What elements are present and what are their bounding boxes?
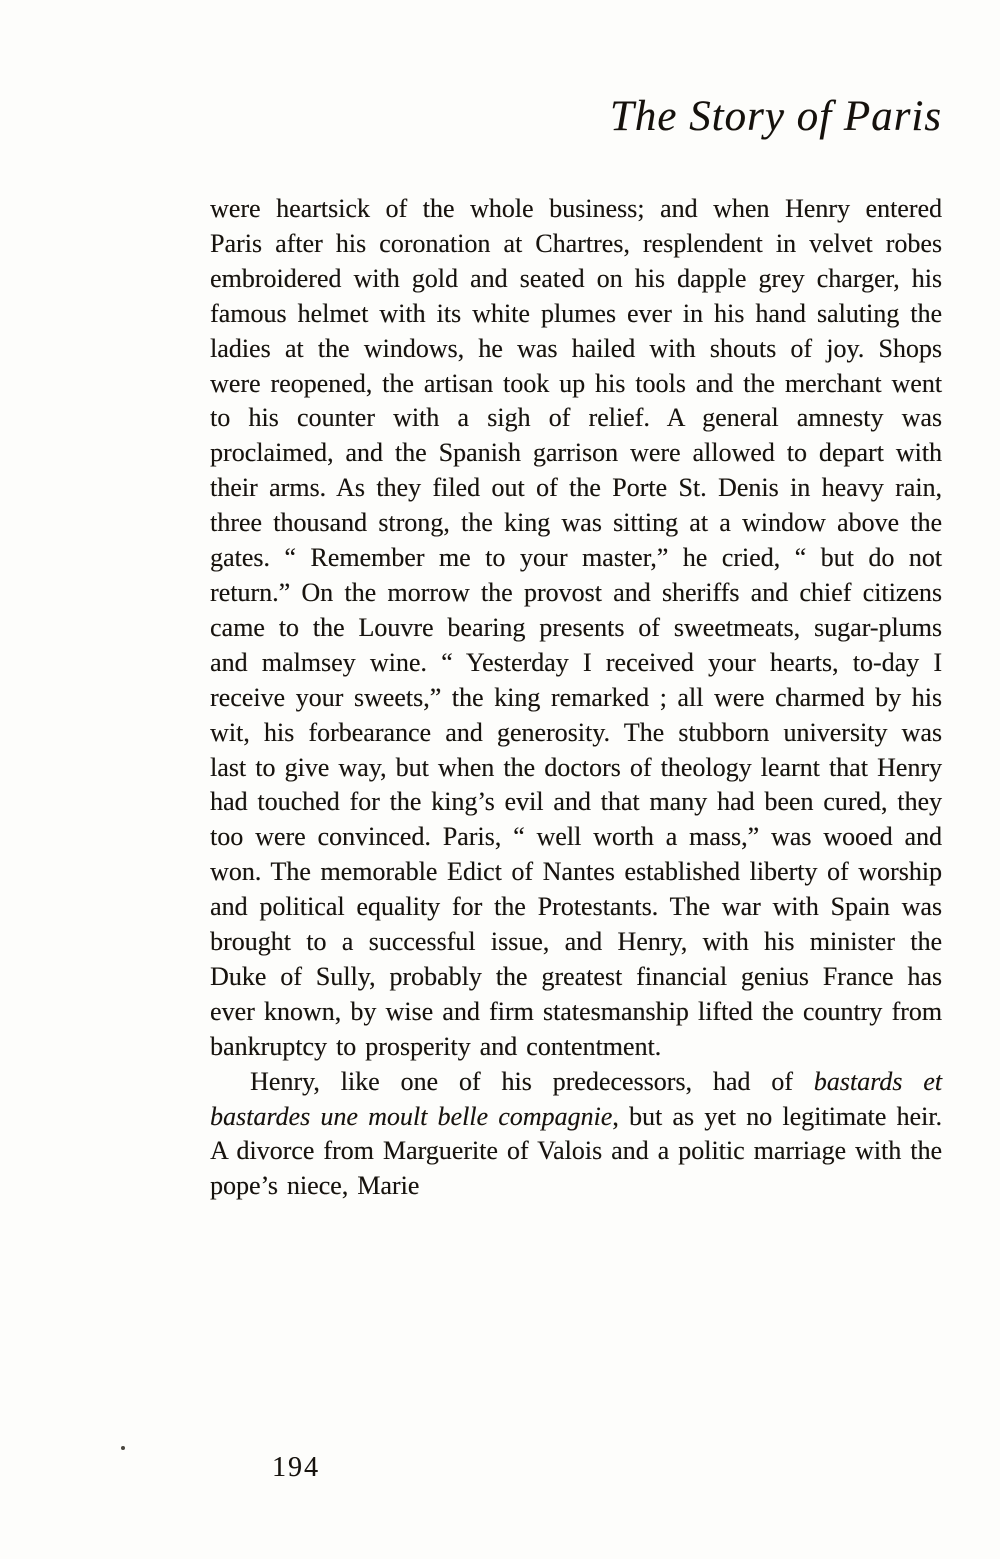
paragraph-1: were heartsick of the whole business; and when Henry entered Paris after his coronation at Chartres, resplendent in velvet robes embroidered with gold and seated on his dapple grey charger, his famous helmet with its white plumes ever in his hand saluting the ladies at the windows, he was hailed with shouts of joy. Shops were reopened, the artisan took up his tools and the merchant went to his counter with a sigh of relief. A general amnesty was proclaimed, and the Spanish garrison were allowed to depart with their arms. As they filed out of the Porte St. Denis in heavy rain, three thousand strong, the king was sitting at a window above the gates. “ Remember me to your master,” he cried, “ but do not return.” On the morrow the provost and sheriffs and chief citizens came to the Louvre bearing presents of sweetmeats, sugar-plums and malmsey wine. “ Yesterday I received your hearts, to-day I receive your sweets,” the king remarked ; all were charmed by his wit, his forbearance and generosity. The stubborn university was last to give way, but when the doctors of theology learnt that Henry had touched for the king’s evil and that many had been cured, they too were convinced. Paris, “ well worth a mass,” was wooed and won. The memorable Edict of Nantes established liberty of worship and political equality for the Protestants. The war with Spain was brought to a successful issue, and Henry, with his minister the Duke of Sully, probably the greatest financial genius France has ever known, by wise and firm statesmanship lifted the country from bankruptcy to prosperity and contentment.	[210, 194, 942, 1061]
running-header: The Story of Paris	[609, 93, 942, 140]
paragraph-2-text: Henry, like one of his predecessors, had of	[250, 1066, 814, 1096]
paragraph-2-text-after: , but as yet no legitimate heir. A divorce from Marguerite of Valois and a politic marriage with the pope’s niece, Marie	[210, 1101, 942, 1201]
paragraph-2	[210, 1065, 942, 1205]
paragraph-2-italic-phrase: bastards et bastardes une moult belle compagnie	[210, 1066, 942, 1131]
page-number: 194	[272, 1452, 320, 1483]
scan-speck	[121, 1446, 125, 1450]
page-body	[210, 192, 942, 1204]
